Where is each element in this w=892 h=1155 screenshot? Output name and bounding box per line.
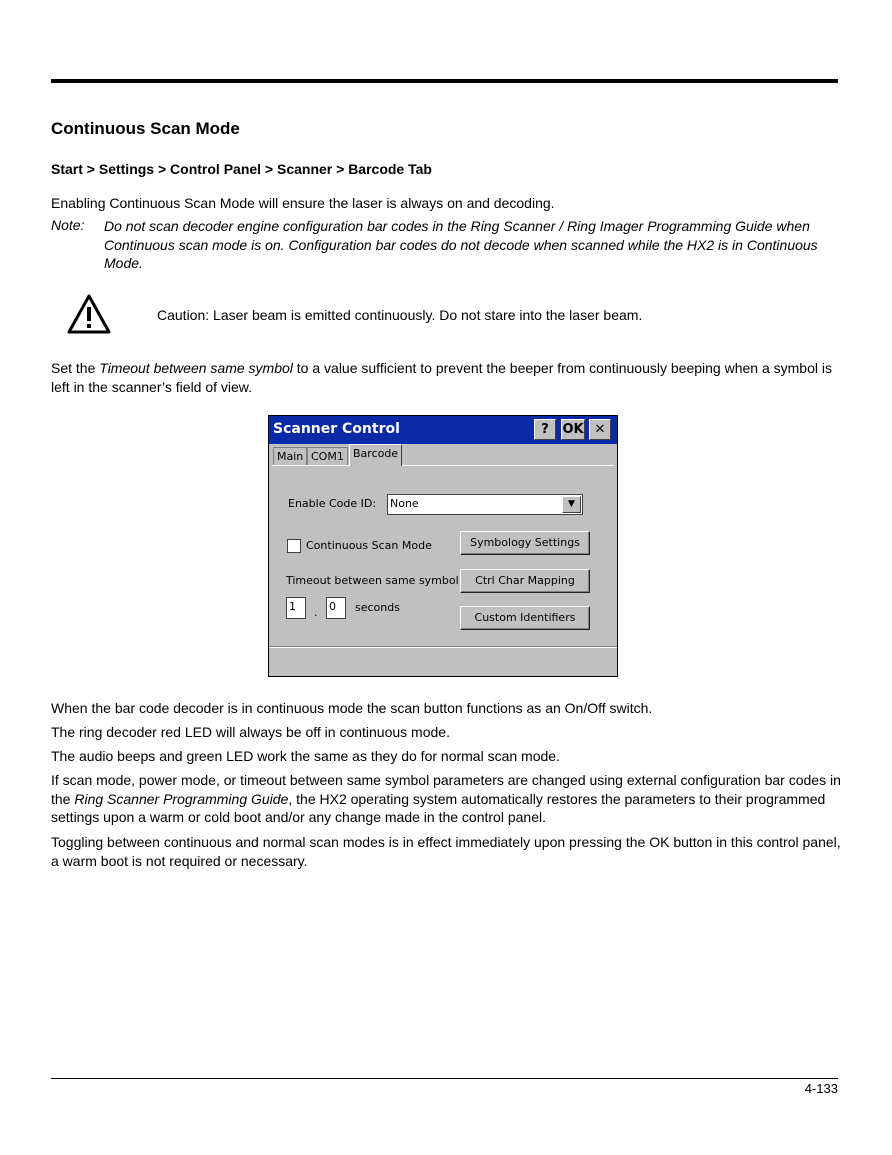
dialog-divider-highlight xyxy=(269,647,617,648)
ctrl-char-mapping-button[interactable]: Ctrl Char Mapping xyxy=(460,569,590,593)
tab-barcode[interactable]: Barcode xyxy=(349,444,402,466)
ok-button[interactable]: OK xyxy=(561,419,585,440)
enable-code-id-select[interactable] xyxy=(387,494,583,515)
enable-code-id-label: Enable Code ID: xyxy=(288,497,377,510)
dialog-titlebar xyxy=(269,416,617,444)
seconds-label: seconds xyxy=(355,601,400,614)
timeout-para-emphasis: Timeout between same symbol xyxy=(99,360,293,376)
timeout-paragraph xyxy=(51,359,841,396)
body-paragraph-5: Toggling between continuous and normal scan modes is in effect immediately upon pressing the OK button in this control panel, a warm boot is not required or necessary. xyxy=(51,834,841,869)
custom-identifiers-button[interactable]: Custom Identifiers xyxy=(460,606,590,630)
timeout-para-post: to a value sufficient to prevent the beeper from continuously beeping when a symbol is left in the scanner’s field of view. xyxy=(51,360,832,395)
p4-post: , the HX2 operating system automatically restores the parameters to their programmed settings upon a warm or cold boot and/or any change made in the control panel. xyxy=(51,790,826,825)
section-title: Continuous Scan Mode xyxy=(51,119,240,138)
continuous-scan-label: Continuous Scan Mode xyxy=(306,539,432,552)
timeout-para-pre: Set the xyxy=(51,360,100,376)
scanner-control-dialog xyxy=(268,415,618,677)
symbology-settings-button[interactable]: Symbology Settings xyxy=(460,531,590,555)
tab-main[interactable]: Main xyxy=(273,447,307,465)
p4-pre: If scan mode, power mode, or timeout between same symbol parameters are changed using external configuration bar codes in the xyxy=(51,772,841,807)
body-paragraph-3: The audio beeps and green LED work the same as they do for normal scan mode. xyxy=(51,748,560,764)
caution-text: Caution: Laser beam is emitted continuously. Do not stare into the laser beam. xyxy=(157,307,643,323)
chevron-down-icon[interactable]: ▼ xyxy=(562,496,581,513)
note-label: Note: xyxy=(51,217,85,233)
body-paragraph-4 xyxy=(51,771,841,827)
tab-panel-border xyxy=(272,465,614,466)
timeout-seconds-field[interactable]: 1 xyxy=(286,597,306,619)
intro-paragraph: Enabling Continuous Scan Mode will ensure the laser is always on and decoding. xyxy=(51,195,555,211)
continuous-scan-checkbox[interactable] xyxy=(287,539,301,553)
enable-code-id-value: None xyxy=(390,497,419,510)
close-button[interactable]: ✕ xyxy=(589,419,611,440)
header-rule xyxy=(51,79,838,83)
body-paragraph-1: When the bar code decoder is in continuous mode the scan button functions as an On/Off switch. xyxy=(51,700,653,716)
body-paragraph-2: The ring decoder red LED will always be off in continuous mode. xyxy=(51,724,450,740)
tab-com1[interactable]: COM1 xyxy=(307,447,348,465)
note-text: Do not scan decoder engine configuration bar codes in the Ring Scanner / Ring Imager Programming Guide when Continuous scan mode is on. Configuration bar codes do not decode when scanned while the HX2 is in Continuous Mode. xyxy=(104,218,818,271)
help-button[interactable]: ? xyxy=(534,419,556,440)
caution-icon xyxy=(66,293,112,335)
timeout-label: Timeout between same symbol xyxy=(286,574,459,587)
decimal-separator: . xyxy=(314,606,318,619)
p4-emphasis: Ring Scanner Programming Guide xyxy=(74,790,289,807)
dialog-title: Scanner Control xyxy=(273,421,400,437)
footer-rule xyxy=(51,1078,838,1079)
breadcrumb: Start > Settings > Control Panel > Scanner > Barcode Tab xyxy=(51,161,432,177)
page-number: 4-133 xyxy=(804,1081,838,1096)
timeout-decimal-field[interactable]: 0 xyxy=(326,597,346,619)
